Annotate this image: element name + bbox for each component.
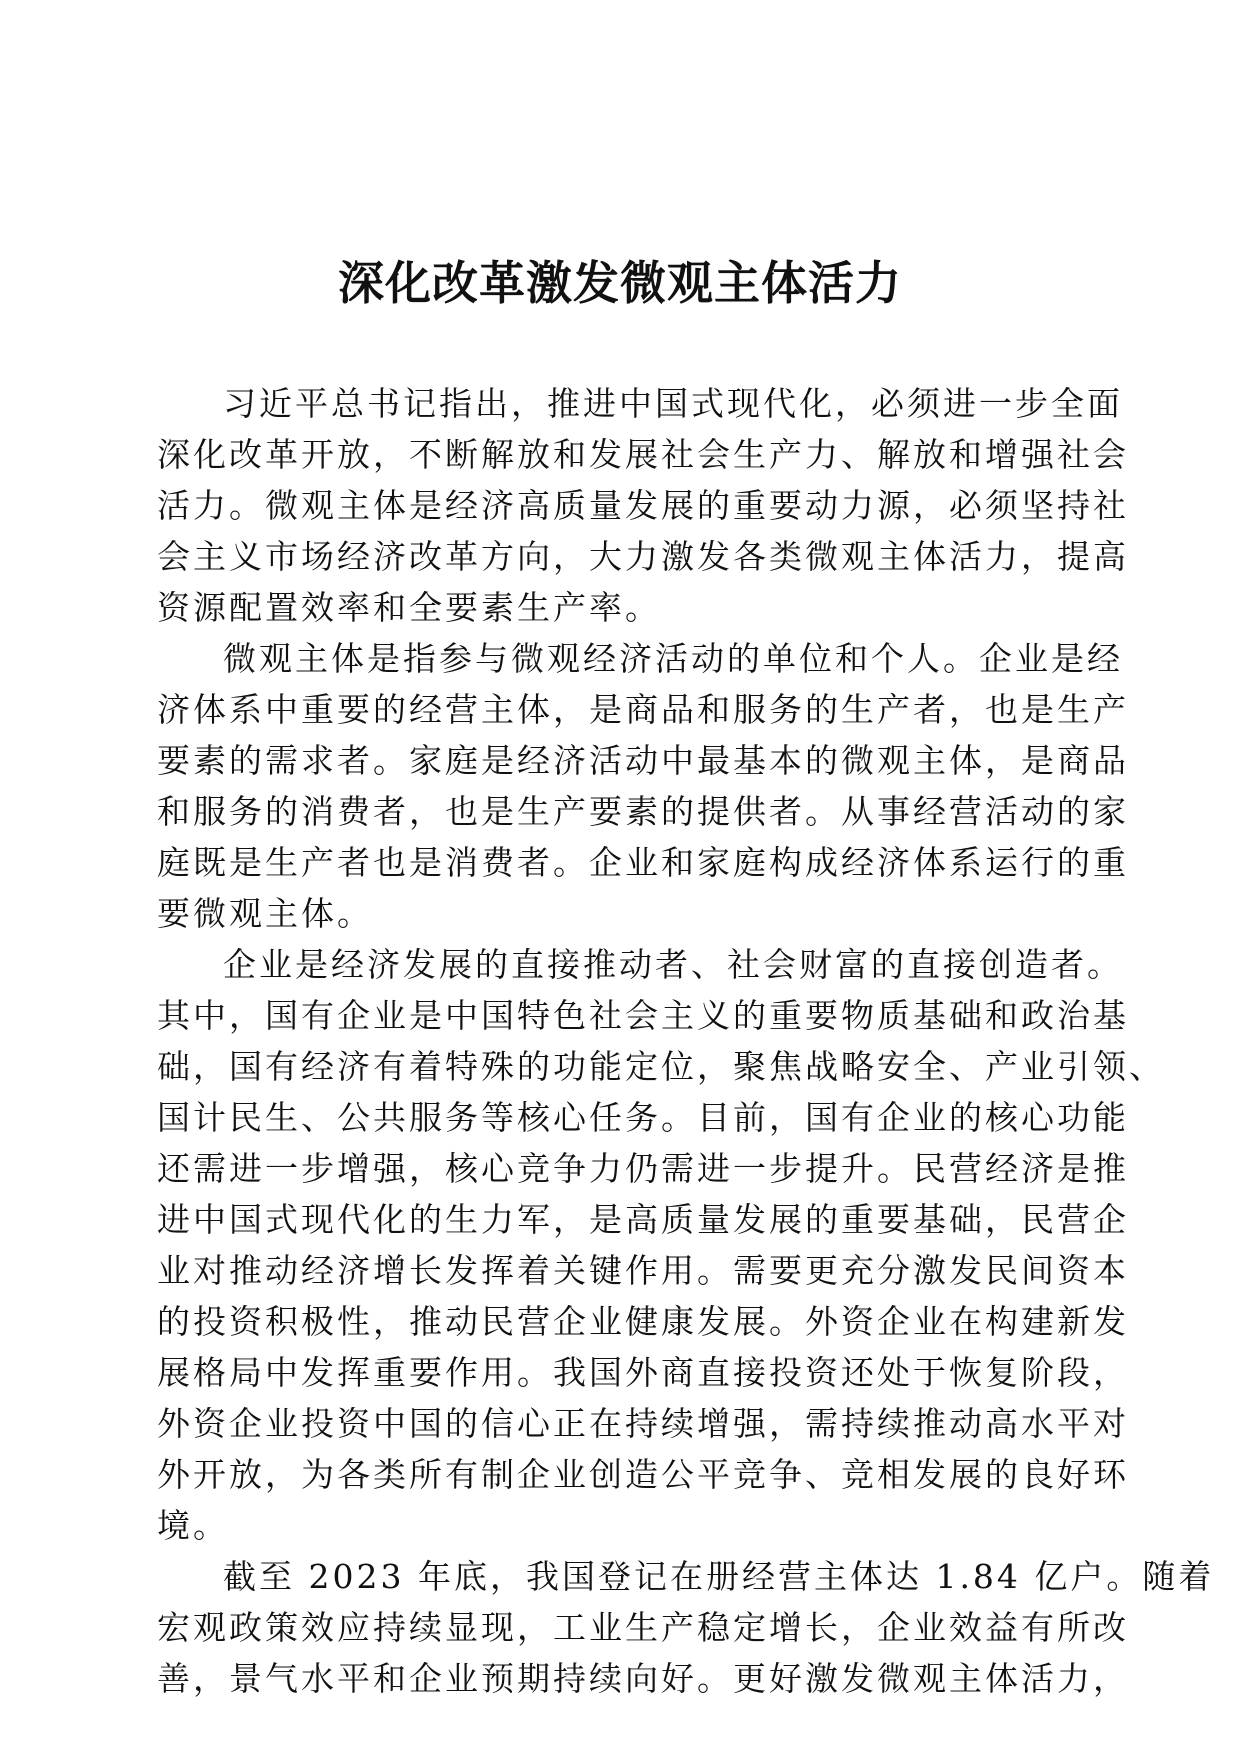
paragraph-2	[157, 633, 1129, 939]
paragraph-line: 展格局中发挥重要作用。我国外商直接投资还处于恢复阶段，	[157, 1353, 1129, 1392]
paragraph-line: 习近平总书记指出，推进中国式现代化，必须进一步全面	[223, 384, 1123, 423]
paragraph-1	[157, 378, 1129, 633]
paragraph-line: 会主义市场经济改革方向，大力激发各类微观主体活力，提高	[157, 537, 1129, 576]
paragraph-line: 外资企业投资中国的信心正在持续增强，需持续推动高水平对	[157, 1404, 1129, 1443]
paragraph-line: 进中国式现代化的生力军，是高质量发展的重要基础，民营企	[157, 1200, 1129, 1239]
paragraph-line: 济体系中重要的经营主体，是商品和服务的生产者，也是生产	[157, 690, 1129, 729]
document-title: 深化改革激发微观主体活力	[338, 256, 902, 310]
paragraph-line: 和服务的消费者，也是生产要素的提供者。从事经营活动的家	[157, 792, 1129, 831]
paragraph-3	[157, 939, 1165, 1551]
paragraph-line: 活力。微观主体是经济高质量发展的重要动力源，必须坚持社	[157, 486, 1129, 525]
paragraph-line: 截至 2023 年底，我国登记在册经营主体达 1.84 亿户。随着	[223, 1557, 1215, 1596]
paragraph-line: 还需进一步增强，核心竞争力仍需进一步提升。民营经济是推	[157, 1149, 1129, 1188]
paragraph-line: 境。	[157, 1506, 229, 1545]
paragraph-line: 要微观主体。	[157, 894, 373, 933]
paragraph-line: 要素的需求者。家庭是经济活动中最基本的微观主体，是商品	[157, 741, 1129, 780]
paragraph-4	[157, 1551, 1215, 1704]
paragraph-line: 外开放，为各类所有制企业创造公平竞争、竞相发展的良好环	[157, 1455, 1129, 1494]
paragraph-line: 资源配置效率和全要素生产率。	[157, 588, 661, 627]
document-body	[157, 378, 1215, 1704]
paragraph-line: 庭既是生产者也是消费者。企业和家庭构成经济体系运行的重	[157, 843, 1129, 882]
paragraph-line: 善，景气水平和企业预期持续向好。更好激发微观主体活力，	[157, 1659, 1129, 1698]
paragraph-line: 宏观政策效应持续显现，工业生产稳定增长，企业效益有所改	[157, 1608, 1129, 1647]
paragraph-line: 国计民生、公共服务等核心任务。目前，国有企业的核心功能	[157, 1098, 1129, 1137]
paragraph-line: 深化改革开放，不断解放和发展社会生产力、解放和增强社会	[157, 435, 1129, 474]
paragraph-line: 其中，国有企业是中国特色社会主义的重要物质基础和政治基	[157, 996, 1129, 1035]
paragraph-line: 础，国有经济有着特殊的功能定位，聚焦战略安全、产业引领、	[157, 1047, 1165, 1086]
paragraph-line: 的投资积极性，推动民营企业健康发展。外资企业在构建新发	[157, 1302, 1129, 1341]
paragraph-line: 微观主体是指参与微观经济活动的单位和个人。企业是经	[223, 639, 1123, 678]
paragraph-line: 业对推动经济增长发挥着关键作用。需要更充分激发民间资本	[157, 1251, 1129, 1290]
paragraph-line: 企业是经济发展的直接推动者、社会财富的直接创造者。	[223, 945, 1123, 984]
